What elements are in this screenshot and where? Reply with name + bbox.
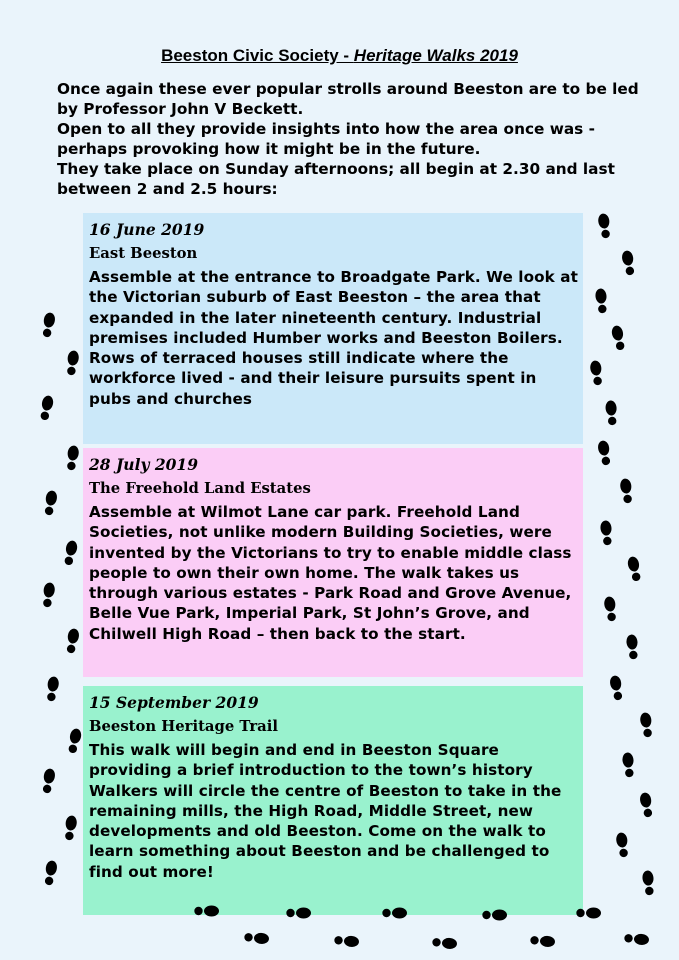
title-prefix: Beeston Civic Society - [161,46,354,65]
footprint-icon [42,859,59,887]
footprint-icon [621,751,637,778]
footprint-icon [64,349,80,377]
footprint-icon [608,674,625,702]
footprint-icon [64,627,81,655]
intro-paragraph: They take place on Sunday afternoons; all begin at 2.30 and last between 2 and 2.5 hours: [57,160,615,198]
footprint-icon [620,249,637,277]
walk-description: Assemble at the entrance to Broadgate Park. We look at the Victorian suburb of East Beeston – the area that expanded in the later nineteenth century. Industrial premises included Humber works and Beeston Boilers. Rows of terraced houses still indicate where the workforce lived - and their leisure pursuits spent in pubs and churches [89,268,578,408]
footprint-icon [40,767,57,795]
walk-description: This walk will begin and end in Beeston Square providing a brief introduction to the town’s history Walkers will circle the centre of Beeston to take in the remaining mills, the High Road, Middle Street, new developments and old Beeston. Come on the walk to learn something about Beeston and be challenged to find out more! [89,741,562,881]
walk-date: 15 September 2019 [89,693,259,712]
footprint-icon [333,933,360,948]
footprint-icon [431,935,458,950]
footprint-icon [609,324,627,352]
footprint-icon [62,814,78,842]
intro-paragraph: Once again these ever popular strolls around Beeston are to be led by Professor John V Beckett. [57,80,639,118]
footprint-icon [641,869,657,896]
footprint-icon [596,212,612,240]
walk-name: Beeston Heritage Trail [89,718,278,735]
footprint-icon [594,287,610,314]
walk-card-east-beeston [83,213,583,444]
footprint-icon [576,907,602,920]
walk-date: 28 July 2019 [89,455,198,474]
footprint-icon [65,727,83,755]
footprint-icon [529,933,556,948]
footprint-icon [625,633,641,660]
footprint-icon [588,359,604,387]
walk-name: East Beeston [89,245,198,262]
walk-date: 16 June 2019 [89,220,205,239]
footprint-icon [625,555,643,583]
footprint-icon [64,444,80,472]
footprint-icon [37,394,55,422]
title-emphasis: Heritage Walks 2019 [353,46,518,65]
footprint-icon [382,907,408,920]
walk-name: The Freehold Land Estates [89,480,311,497]
page-title [0,46,679,66]
footprint-icon [482,909,508,922]
footprint-icon [243,930,270,945]
footprint-icon [286,907,312,920]
walk-card-beeston-heritage-trail [83,686,583,915]
footprint-icon [40,311,57,339]
footprint-icon [194,905,220,918]
footprint-icon [602,595,618,623]
footprint-icon [638,711,654,739]
footprint-icon [623,931,650,946]
footprint-icon [596,439,613,467]
footprint-icon [42,489,59,517]
footprint-icon [604,399,619,426]
footprint-icon [618,477,634,505]
footprint-icon [40,581,56,609]
footprint-icon [44,675,60,703]
footprint-icon [599,519,615,546]
footprint-icon [61,539,79,567]
footprint-icon [614,831,630,859]
intro-text [57,79,657,199]
walk-description: Assemble at Wilmot Lane car park. Freehold Land Societies, not unlike modern Building Societies, were invented by the Victorians to try to enable middle class people to own their own home. The walk takes us through various estates - Park Road and Grove Avenue, Belle Vue Park, Imperial Park, St John’s Grove, and Chilwell High Road – then back to the start. [89,503,572,643]
intro-paragraph: Open to all they provide insights into how the area once was - perhaps provoking how it might be in the future. [57,120,595,158]
footprint-icon [638,791,655,819]
walk-card-freehold-land-estates [83,448,583,677]
